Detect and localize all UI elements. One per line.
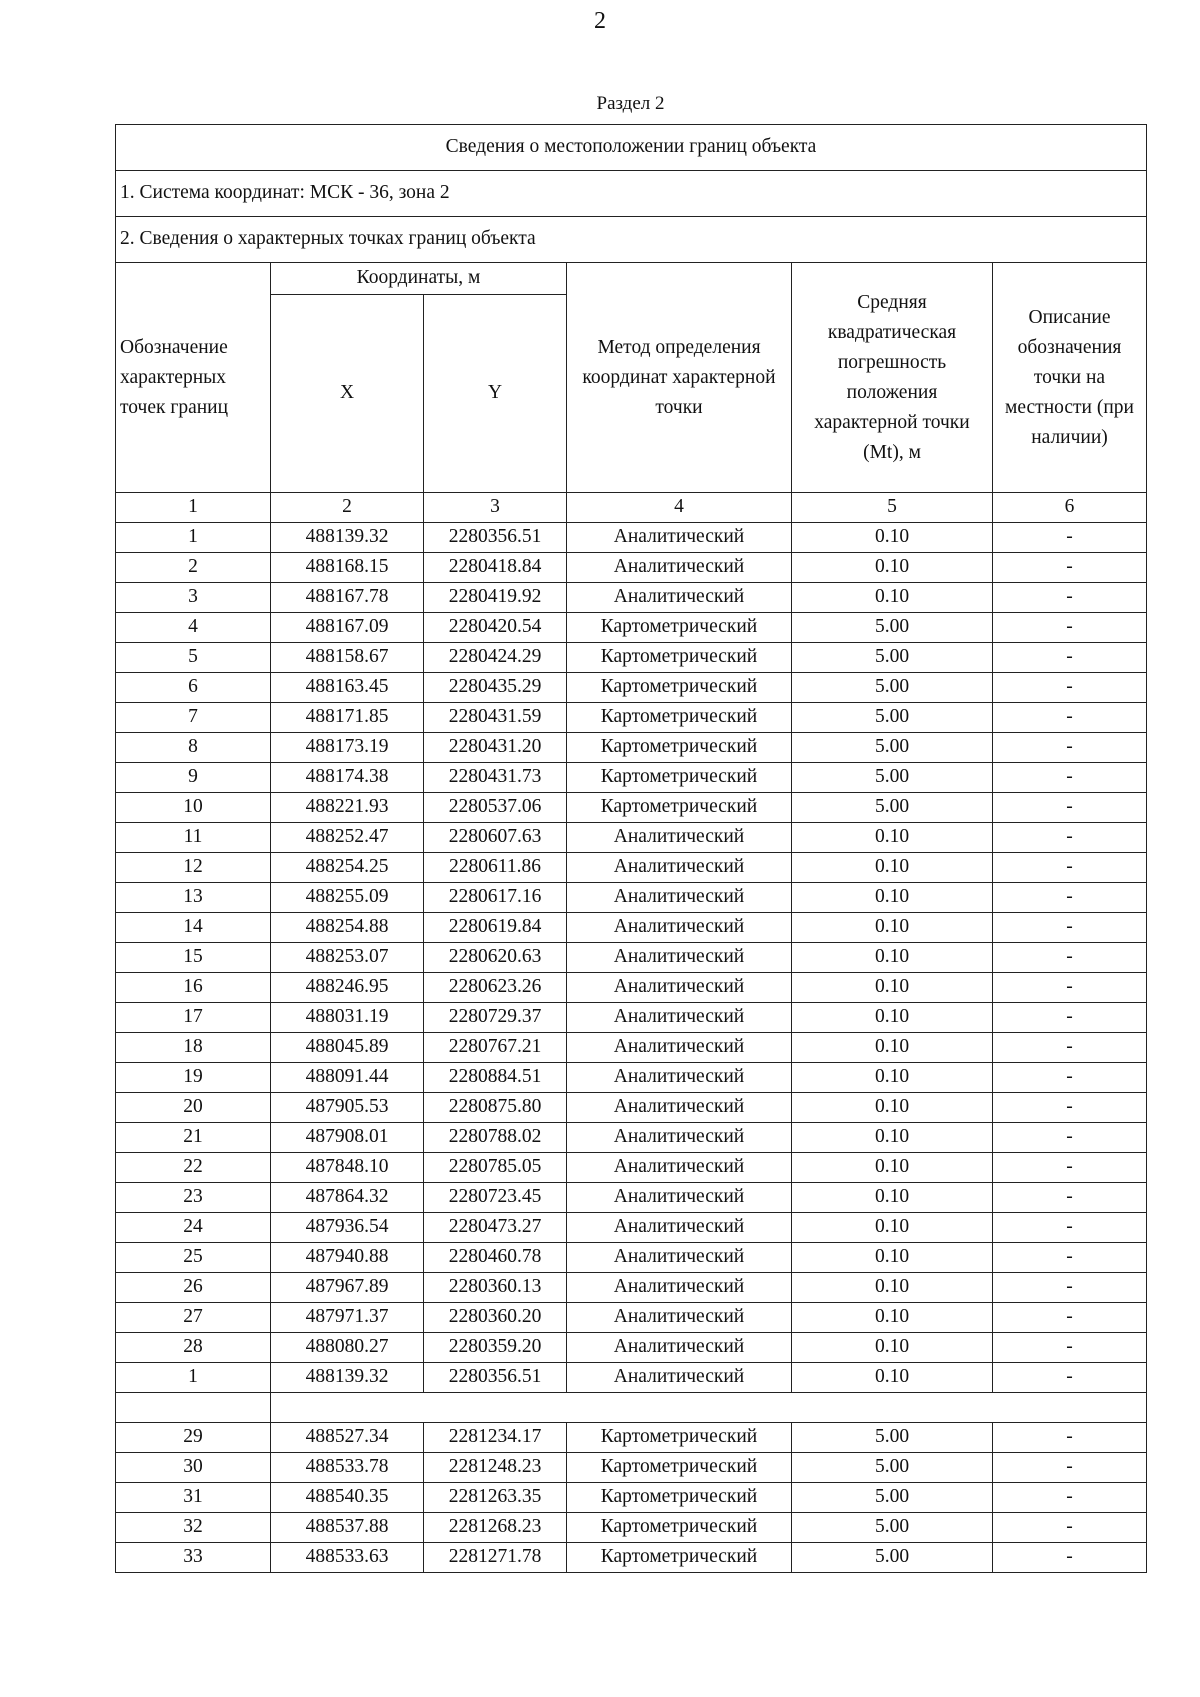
x-coordinate-cell: 488139.32 bbox=[271, 1363, 424, 1393]
description-cell: - bbox=[993, 1273, 1147, 1303]
x-coordinate-cell: 488537.88 bbox=[271, 1513, 424, 1543]
table-row bbox=[116, 853, 1147, 883]
x-coordinate-cell: 487908.01 bbox=[271, 1123, 424, 1153]
y-coordinate-cell: 2280359.20 bbox=[424, 1333, 567, 1363]
method-cell: Аналитический bbox=[567, 1363, 792, 1393]
x-coordinate-cell: 488080.27 bbox=[271, 1333, 424, 1363]
description-cell: - bbox=[993, 1453, 1147, 1483]
points-part-1 bbox=[116, 523, 1147, 1393]
method-cell: Картометрический bbox=[567, 733, 792, 763]
description-cell: - bbox=[993, 703, 1147, 733]
error-cell: 0.10 bbox=[792, 1303, 993, 1333]
method-cell: Аналитический bbox=[567, 1303, 792, 1333]
method-cell: Картометрический bbox=[567, 1453, 792, 1483]
method-cell: Аналитический bbox=[567, 1153, 792, 1183]
method-cell: Аналитический bbox=[567, 523, 792, 553]
boundary-table bbox=[115, 124, 1147, 1573]
description-cell: - bbox=[993, 1213, 1147, 1243]
y-coordinate-cell: 2280619.84 bbox=[424, 913, 567, 943]
method-cell: Аналитический bbox=[567, 583, 792, 613]
y-coordinate-cell: 2280356.51 bbox=[424, 1363, 567, 1393]
header-x: X bbox=[271, 295, 424, 493]
y-coordinate-cell: 2281268.23 bbox=[424, 1513, 567, 1543]
point-number-cell: 21 bbox=[116, 1123, 271, 1153]
empty-cell bbox=[116, 1393, 271, 1423]
point-number-cell: 27 bbox=[116, 1303, 271, 1333]
point-number-cell: 8 bbox=[116, 733, 271, 763]
x-coordinate-cell: 488173.19 bbox=[271, 733, 424, 763]
y-coordinate-cell: 2280729.37 bbox=[424, 1003, 567, 1033]
x-coordinate-cell: 488139.32 bbox=[271, 523, 424, 553]
y-coordinate-cell: 2281248.23 bbox=[424, 1453, 567, 1483]
table-row bbox=[116, 1063, 1147, 1093]
error-cell: 5.00 bbox=[792, 1423, 993, 1453]
point-number-cell: 3 bbox=[116, 583, 271, 613]
table-row bbox=[116, 1273, 1147, 1303]
table-row bbox=[116, 673, 1147, 703]
table-row bbox=[116, 613, 1147, 643]
point-number-cell: 15 bbox=[116, 943, 271, 973]
method-cell: Картометрический bbox=[567, 703, 792, 733]
error-cell: 0.10 bbox=[792, 1333, 993, 1363]
header-designation: Обозначение характерных точек границ bbox=[116, 263, 271, 493]
method-cell: Картометрический bbox=[567, 793, 792, 823]
error-cell: 0.10 bbox=[792, 1273, 993, 1303]
y-coordinate-cell: 2280723.45 bbox=[424, 1183, 567, 1213]
coordinate-system: 1. Система координат: МСК - 36, зона 2 bbox=[116, 171, 1147, 217]
x-coordinate-cell: 488252.47 bbox=[271, 823, 424, 853]
x-coordinate-cell: 488255.09 bbox=[271, 883, 424, 913]
description-cell: - bbox=[993, 1033, 1147, 1063]
description-cell: - bbox=[993, 853, 1147, 883]
table-row bbox=[116, 1423, 1147, 1453]
x-coordinate-cell: 487905.53 bbox=[271, 1093, 424, 1123]
method-cell: Картометрический bbox=[567, 1483, 792, 1513]
table-row bbox=[116, 943, 1147, 973]
point-number-cell: 18 bbox=[116, 1033, 271, 1063]
y-coordinate-cell: 2280435.29 bbox=[424, 673, 567, 703]
description-cell: - bbox=[993, 1093, 1147, 1123]
table-row bbox=[116, 1303, 1147, 1333]
description-cell: - bbox=[993, 943, 1147, 973]
method-cell: Аналитический bbox=[567, 1093, 792, 1123]
error-cell: 5.00 bbox=[792, 733, 993, 763]
y-coordinate-cell: 2280473.27 bbox=[424, 1213, 567, 1243]
x-coordinate-cell: 487967.89 bbox=[271, 1273, 424, 1303]
table-row bbox=[116, 763, 1147, 793]
table-row bbox=[116, 1123, 1147, 1153]
error-cell: 0.10 bbox=[792, 1063, 993, 1093]
error-cell: 0.10 bbox=[792, 823, 993, 853]
y-coordinate-cell: 2280611.86 bbox=[424, 853, 567, 883]
method-cell: Аналитический bbox=[567, 973, 792, 1003]
section-label: Раздел 2 bbox=[596, 93, 665, 114]
y-coordinate-cell: 2280537.06 bbox=[424, 793, 567, 823]
y-coordinate-cell: 2280607.63 bbox=[424, 823, 567, 853]
point-number-cell: 22 bbox=[116, 1153, 271, 1183]
table-row bbox=[116, 643, 1147, 673]
table-row bbox=[116, 1003, 1147, 1033]
table-row bbox=[116, 553, 1147, 583]
description-cell: - bbox=[993, 1303, 1147, 1333]
error-cell: 5.00 bbox=[792, 763, 993, 793]
column-number: 4 bbox=[567, 493, 792, 523]
y-coordinate-cell: 2280884.51 bbox=[424, 1063, 567, 1093]
point-number-cell: 25 bbox=[116, 1243, 271, 1273]
points-heading: 2. Сведения о характерных точках границ объекта bbox=[116, 217, 1147, 263]
error-cell: 0.10 bbox=[792, 1153, 993, 1183]
y-coordinate-cell: 2280617.16 bbox=[424, 883, 567, 913]
method-cell: Картометрический bbox=[567, 643, 792, 673]
header-error: Средняя квадратическая погрешность положения характерной точки (Mt), м bbox=[792, 263, 993, 493]
description-cell: - bbox=[993, 1123, 1147, 1153]
x-coordinate-cell: 488163.45 bbox=[271, 673, 424, 703]
table-row bbox=[116, 1213, 1147, 1243]
point-number-cell: 12 bbox=[116, 853, 271, 883]
point-number-cell: 1 bbox=[116, 1363, 271, 1393]
point-number-cell: 6 bbox=[116, 673, 271, 703]
y-coordinate-cell: 2281271.78 bbox=[424, 1543, 567, 1573]
column-number-row bbox=[116, 493, 1147, 523]
method-cell: Аналитический bbox=[567, 823, 792, 853]
point-number-cell: 13 bbox=[116, 883, 271, 913]
y-coordinate-cell: 2280356.51 bbox=[424, 523, 567, 553]
description-cell: - bbox=[993, 1243, 1147, 1273]
error-cell: 0.10 bbox=[792, 1243, 993, 1273]
point-number-cell: 31 bbox=[116, 1483, 271, 1513]
point-number-cell: 30 bbox=[116, 1453, 271, 1483]
table-row bbox=[116, 1513, 1147, 1543]
y-coordinate-cell: 2280623.26 bbox=[424, 973, 567, 1003]
x-coordinate-cell: 488031.19 bbox=[271, 1003, 424, 1033]
error-cell: 5.00 bbox=[792, 1543, 993, 1573]
error-cell: 0.10 bbox=[792, 853, 993, 883]
method-cell: Аналитический bbox=[567, 1273, 792, 1303]
table-row bbox=[116, 1093, 1147, 1123]
x-coordinate-cell: 487971.37 bbox=[271, 1303, 424, 1333]
column-number: 6 bbox=[993, 493, 1147, 523]
error-cell: 0.10 bbox=[792, 523, 993, 553]
table-row bbox=[116, 793, 1147, 823]
point-number-cell: 28 bbox=[116, 1333, 271, 1363]
x-coordinate-cell: 488221.93 bbox=[271, 793, 424, 823]
description-cell: - bbox=[993, 1003, 1147, 1033]
y-coordinate-cell: 2280785.05 bbox=[424, 1153, 567, 1183]
error-cell: 5.00 bbox=[792, 703, 993, 733]
point-number-cell: 1 bbox=[116, 523, 271, 553]
table-row bbox=[116, 583, 1147, 613]
y-coordinate-cell: 2280875.80 bbox=[424, 1093, 567, 1123]
x-coordinate-cell: 488167.09 bbox=[271, 613, 424, 643]
point-number-cell: 20 bbox=[116, 1093, 271, 1123]
point-number-cell: 17 bbox=[116, 1003, 271, 1033]
point-number-cell: 10 bbox=[116, 793, 271, 823]
description-cell: - bbox=[993, 1423, 1147, 1453]
error-cell: 0.10 bbox=[792, 1123, 993, 1153]
y-coordinate-cell: 2280424.29 bbox=[424, 643, 567, 673]
method-cell: Аналитический bbox=[567, 553, 792, 583]
table-row bbox=[116, 913, 1147, 943]
method-cell: Аналитический bbox=[567, 1243, 792, 1273]
x-coordinate-cell: 488168.15 bbox=[271, 553, 424, 583]
table-row bbox=[116, 823, 1147, 853]
empty-cell bbox=[271, 1393, 1147, 1423]
table-row bbox=[116, 883, 1147, 913]
description-cell: - bbox=[993, 733, 1147, 763]
y-coordinate-cell: 2280620.63 bbox=[424, 943, 567, 973]
column-number: 3 bbox=[424, 493, 567, 523]
method-cell: Аналитический bbox=[567, 853, 792, 883]
y-coordinate-cell: 2280418.84 bbox=[424, 553, 567, 583]
y-coordinate-cell: 2280360.13 bbox=[424, 1273, 567, 1303]
x-coordinate-cell: 488254.88 bbox=[271, 913, 424, 943]
method-cell: Аналитический bbox=[567, 913, 792, 943]
method-cell: Картометрический bbox=[567, 1423, 792, 1453]
column-number: 2 bbox=[271, 493, 424, 523]
x-coordinate-cell: 488167.78 bbox=[271, 583, 424, 613]
x-coordinate-cell: 488253.07 bbox=[271, 943, 424, 973]
error-cell: 0.10 bbox=[792, 913, 993, 943]
y-coordinate-cell: 2280431.20 bbox=[424, 733, 567, 763]
method-cell: Картометрический bbox=[567, 613, 792, 643]
method-cell: Аналитический bbox=[567, 883, 792, 913]
method-cell: Картометрический bbox=[567, 673, 792, 703]
table-row bbox=[116, 973, 1147, 1003]
x-coordinate-cell: 488045.89 bbox=[271, 1033, 424, 1063]
y-coordinate-cell: 2280360.20 bbox=[424, 1303, 567, 1333]
table-row bbox=[116, 523, 1147, 553]
description-cell: - bbox=[993, 613, 1147, 643]
x-coordinate-cell: 488533.78 bbox=[271, 1453, 424, 1483]
error-cell: 5.00 bbox=[792, 793, 993, 823]
table-row bbox=[116, 1543, 1147, 1573]
point-number-cell: 5 bbox=[116, 643, 271, 673]
table-row bbox=[116, 1453, 1147, 1483]
y-coordinate-cell: 2280460.78 bbox=[424, 1243, 567, 1273]
error-cell: 5.00 bbox=[792, 673, 993, 703]
method-cell: Аналитический bbox=[567, 1183, 792, 1213]
point-number-cell: 2 bbox=[116, 553, 271, 583]
description-cell: - bbox=[993, 583, 1147, 613]
point-number-cell: 32 bbox=[116, 1513, 271, 1543]
description-cell: - bbox=[993, 673, 1147, 703]
header-method: Метод определения координат характерной точки bbox=[567, 263, 792, 493]
x-coordinate-cell: 488540.35 bbox=[271, 1483, 424, 1513]
description-cell: - bbox=[993, 1153, 1147, 1183]
table-row bbox=[116, 1153, 1147, 1183]
table-row bbox=[116, 733, 1147, 763]
error-cell: 0.10 bbox=[792, 973, 993, 1003]
error-cell: 5.00 bbox=[792, 1483, 993, 1513]
point-number-cell: 19 bbox=[116, 1063, 271, 1093]
x-coordinate-cell: 488174.38 bbox=[271, 763, 424, 793]
table-row bbox=[116, 1033, 1147, 1063]
header-y: Y bbox=[424, 295, 567, 493]
error-cell: 5.00 bbox=[792, 1453, 993, 1483]
error-cell: 0.10 bbox=[792, 1363, 993, 1393]
description-cell: - bbox=[993, 913, 1147, 943]
y-coordinate-cell: 2280419.92 bbox=[424, 583, 567, 613]
description-cell: - bbox=[993, 823, 1147, 853]
point-number-cell: 24 bbox=[116, 1213, 271, 1243]
point-number-cell: 26 bbox=[116, 1273, 271, 1303]
method-cell: Аналитический bbox=[567, 1063, 792, 1093]
x-coordinate-cell: 488158.67 bbox=[271, 643, 424, 673]
description-cell: - bbox=[993, 1513, 1147, 1543]
description-cell: - bbox=[993, 1183, 1147, 1213]
method-cell: Картометрический bbox=[567, 763, 792, 793]
x-coordinate-cell: 488246.95 bbox=[271, 973, 424, 1003]
header-description: Описание обозначения точки на местности (при наличии) bbox=[993, 263, 1147, 493]
error-cell: 0.10 bbox=[792, 1213, 993, 1243]
points-part-2 bbox=[116, 1423, 1147, 1573]
table-row bbox=[116, 1333, 1147, 1363]
x-coordinate-cell: 487864.32 bbox=[271, 1183, 424, 1213]
method-cell: Картометрический bbox=[567, 1513, 792, 1543]
description-cell: - bbox=[993, 973, 1147, 1003]
header-coordinates: Координаты, м bbox=[271, 263, 567, 295]
error-cell: 5.00 bbox=[792, 1513, 993, 1543]
description-cell: - bbox=[993, 523, 1147, 553]
method-cell: Аналитический bbox=[567, 1003, 792, 1033]
description-cell: - bbox=[993, 793, 1147, 823]
column-number: 5 bbox=[792, 493, 993, 523]
point-number-cell: 4 bbox=[116, 613, 271, 643]
column-number: 1 bbox=[116, 493, 271, 523]
x-coordinate-cell: 487936.54 bbox=[271, 1213, 424, 1243]
table-row bbox=[116, 1183, 1147, 1213]
point-number-cell: 33 bbox=[116, 1543, 271, 1573]
error-cell: 0.10 bbox=[792, 1033, 993, 1063]
method-cell: Аналитический bbox=[567, 1033, 792, 1063]
x-coordinate-cell: 488091.44 bbox=[271, 1063, 424, 1093]
method-cell: Аналитический bbox=[567, 1123, 792, 1153]
error-cell: 0.10 bbox=[792, 583, 993, 613]
y-coordinate-cell: 2280431.73 bbox=[424, 763, 567, 793]
y-coordinate-cell: 2280767.21 bbox=[424, 1033, 567, 1063]
point-number-cell: 14 bbox=[116, 913, 271, 943]
description-cell: - bbox=[993, 1363, 1147, 1393]
error-cell: 5.00 bbox=[792, 643, 993, 673]
y-coordinate-cell: 2280420.54 bbox=[424, 613, 567, 643]
method-cell: Аналитический bbox=[567, 943, 792, 973]
y-coordinate-cell: 2280431.59 bbox=[424, 703, 567, 733]
x-coordinate-cell: 488171.85 bbox=[271, 703, 424, 733]
point-number-cell: 23 bbox=[116, 1183, 271, 1213]
description-cell: - bbox=[993, 1543, 1147, 1573]
point-number-cell: 29 bbox=[116, 1423, 271, 1453]
point-number-cell: 16 bbox=[116, 973, 271, 1003]
method-cell: Картометрический bbox=[567, 1543, 792, 1573]
x-coordinate-cell: 487940.88 bbox=[271, 1243, 424, 1273]
description-cell: - bbox=[993, 1333, 1147, 1363]
error-cell: 0.10 bbox=[792, 1183, 993, 1213]
x-coordinate-cell: 488254.25 bbox=[271, 853, 424, 883]
point-number-cell: 7 bbox=[116, 703, 271, 733]
point-number-cell: 11 bbox=[116, 823, 271, 853]
point-number-cell: 9 bbox=[116, 763, 271, 793]
y-coordinate-cell: 2280788.02 bbox=[424, 1123, 567, 1153]
x-coordinate-cell: 488527.34 bbox=[271, 1423, 424, 1453]
separator-row bbox=[116, 1393, 1147, 1423]
y-coordinate-cell: 2281234.17 bbox=[424, 1423, 567, 1453]
method-cell: Аналитический bbox=[567, 1333, 792, 1363]
description-cell: - bbox=[993, 763, 1147, 793]
error-cell: 0.10 bbox=[792, 1093, 993, 1123]
x-coordinate-cell: 488533.63 bbox=[271, 1543, 424, 1573]
table-row bbox=[116, 1483, 1147, 1513]
error-cell: 0.10 bbox=[792, 1003, 993, 1033]
description-cell: - bbox=[993, 1063, 1147, 1093]
table-title: Сведения о местоположении границ объекта bbox=[116, 125, 1147, 171]
description-cell: - bbox=[993, 883, 1147, 913]
error-cell: 0.10 bbox=[792, 883, 993, 913]
table-row bbox=[116, 1243, 1147, 1273]
error-cell: 0.10 bbox=[792, 553, 993, 583]
table-row bbox=[116, 703, 1147, 733]
description-cell: - bbox=[993, 553, 1147, 583]
table-row bbox=[116, 1363, 1147, 1393]
error-cell: 5.00 bbox=[792, 613, 993, 643]
page-number: 2 bbox=[594, 8, 606, 34]
method-cell: Аналитический bbox=[567, 1213, 792, 1243]
y-coordinate-cell: 2281263.35 bbox=[424, 1483, 567, 1513]
description-cell: - bbox=[993, 643, 1147, 673]
error-cell: 0.10 bbox=[792, 943, 993, 973]
x-coordinate-cell: 487848.10 bbox=[271, 1153, 424, 1183]
description-cell: - bbox=[993, 1483, 1147, 1513]
